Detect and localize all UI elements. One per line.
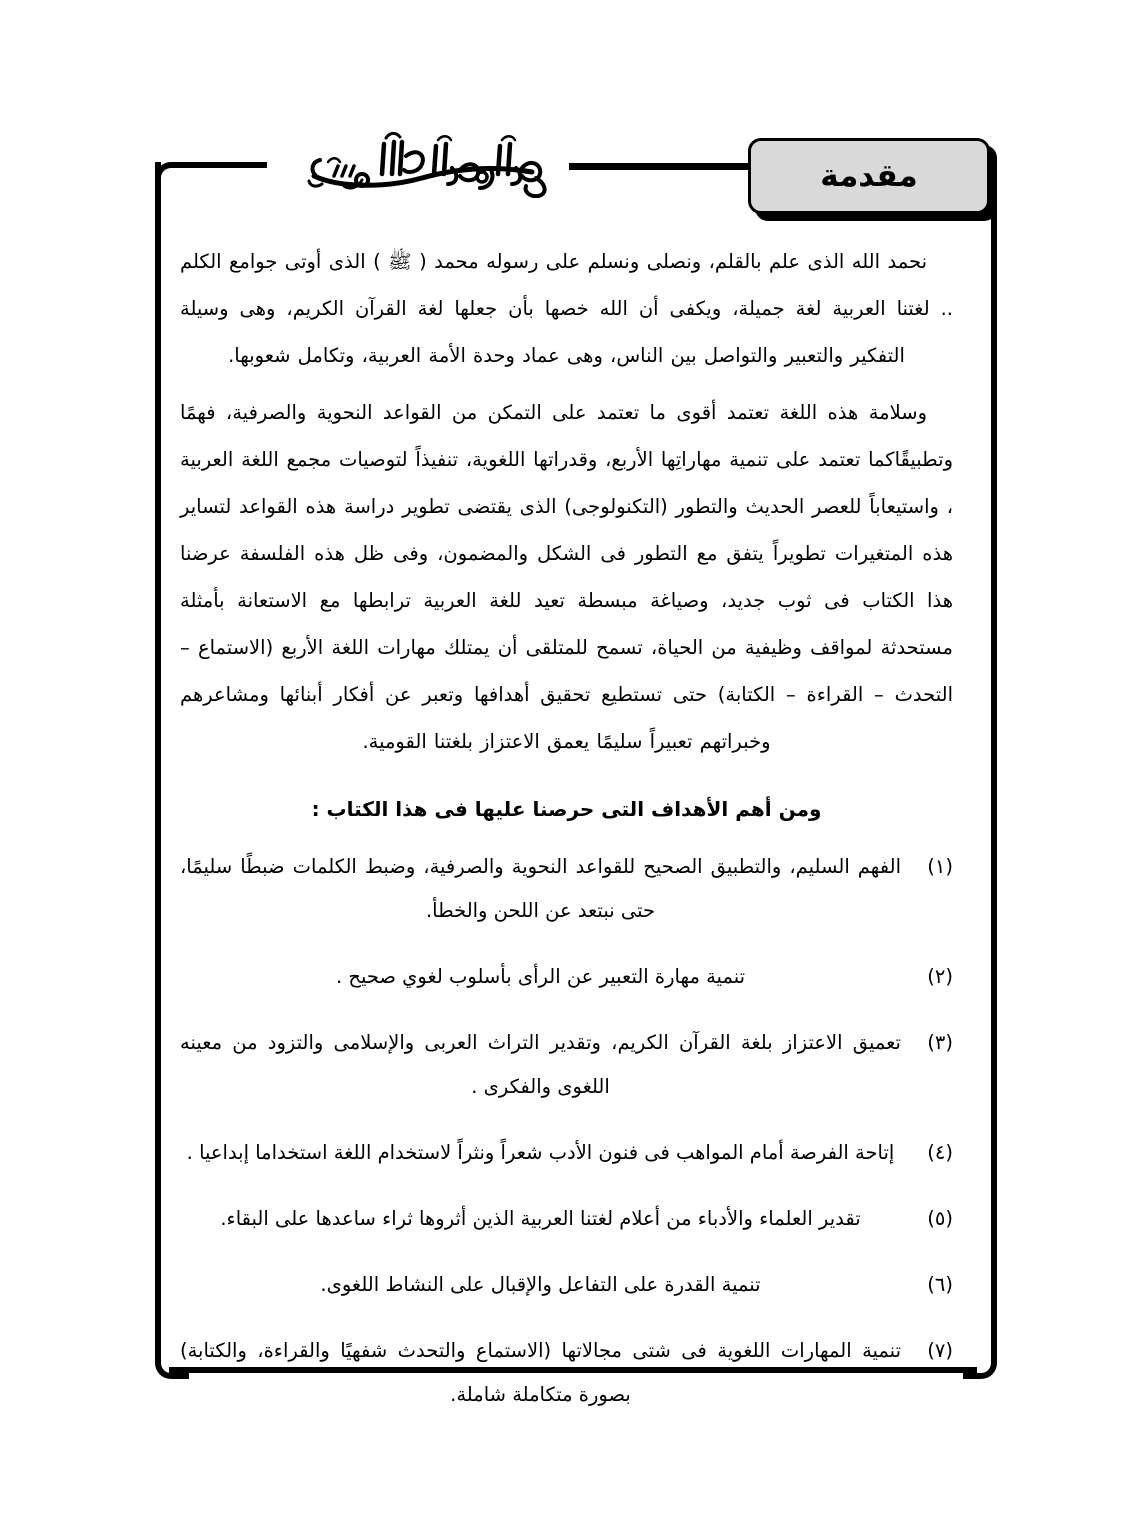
intro-paragraph-2: وسلامة هذه اللغة تعتمد أقوى ما تعتمد على التمكن من القواعد النحوية والصرفية، فهمًا وتطبيقًاكما تعتمد على تنمية مهاراتِها الأربع، وقدراتها اللغوية، تنفيذاً لتوصيات مجمع اللغة العربية ، واستيعاباً للعصر الحديث والتطور (التكنولوجى) الذى يقتضى تطوير دراسة هذه القواعد لتساير هذه المتغيرات تطويراً يتفق مع التطور فى الشكل والمضمون، وفى ظل هذه الفلسفة عرضنا هذا الكتاب فى ثوب جديد، وصياغة مبسطة تعيد للغة العربية ترابطها مع الاستعانة بأمثلة مستحدثة لمواقف وظيفية من الحياة، تسمح للمتلقى أن يمتلك مهارات اللغة الأربع (الاستماع – التحدث – القراءة – الكتابة) حتى تستطيع تحقيق أهدافها وتعبر عن أفكار أبنائها ومشاعرهم وخبراتهم تعبيراً سليمًا يعمق الاعتزاز بلغتنا القومية. — [180, 401, 953, 753]
list-item — [180, 955, 953, 999]
list-item-marker: (١) — [927, 855, 953, 878]
list-item-text: تنمية مهارة التعبير عن الرأى بأسلوب لغوي صحيح . — [335, 965, 746, 988]
list-item-marker: (٤) — [927, 1141, 953, 1164]
list-item — [180, 1197, 953, 1241]
list-item — [180, 1021, 953, 1109]
list-item-text: تنمية المهارات اللغوية فى شتى مجالاتها (الاستماع والتحدث شفهيًا والقراءة، والكتابة) بصورة متكاملة شاملة. — [180, 1339, 901, 1406]
basmala-calligraphy-icon — [300, 126, 550, 198]
list-item-text: تنمية القدرة على التفاعل والإقبال على النشاط اللغوى. — [320, 1273, 761, 1296]
list-item — [180, 1329, 953, 1417]
goals-list — [180, 845, 953, 1417]
page-frame-top-right-stub — [569, 163, 761, 170]
page-frame-left-edge — [155, 162, 161, 1361]
intro-paragraph-1: نحمد الله الذى علم بالقلم، ونصلى ونسلم على رسوله محمد ( ﷺ ) الذى أوتى جوامع الكلم .. لغتنا العربية لغة جميلة، ويكفى أن الله خصها بأن جعلها لغة القرآن الكريم، وهى وسيلة التفكير والتعبير والتواصل بين الناس، وهى عماد وحدة الأمة العربية، وتكامل شعوبها. — [180, 250, 953, 367]
page-frame-corner-bottom-right — [963, 1345, 997, 1379]
list-item-marker: (٣) — [927, 1031, 953, 1054]
document-content — [180, 238, 953, 1439]
list-item-marker: (٧) — [927, 1339, 953, 1362]
list-item-text: إتاحة الفرصة أمام المواهب فى فنون الأدب شعراً ونثراً لاستخدام اللغة استخداما إبداعيا . — [186, 1141, 895, 1164]
list-item — [180, 1263, 953, 1307]
list-item-text: تعميق الاعتزاز بلغة القرآن الكريم، وتقدير التراث العربى والإسلامى والتزود من معينه اللغوى والفكرى . — [180, 1031, 901, 1098]
goals-heading: ومن أهم الأهداف التى حرصنا عليها فى هذا الكتاب : — [311, 797, 822, 821]
page-frame-right-edge — [991, 186, 997, 1361]
list-item-marker: (٢) — [927, 965, 953, 988]
list-item-marker: (٥) — [927, 1207, 953, 1230]
page-title: مقدمة — [820, 157, 918, 194]
section-title-box — [748, 138, 990, 214]
list-item-text: تقدير العلماء والأدباء من أعلام لغتنا العربية الذين أثروها ثراء ساعدها على البقاء. — [220, 1207, 861, 1230]
list-item — [180, 845, 953, 933]
list-item-marker: (٦) — [927, 1273, 953, 1296]
list-item — [180, 1131, 953, 1175]
page-frame-top-left-stub — [181, 162, 267, 168]
list-item-text: الفهم السليم، والتطبيق الصحيح للقواعد النحوية والصرفية، وضبط الكلمات ضبطًا سليمًا، حتى نبتعد عن اللحن والخطأ. — [180, 855, 901, 922]
